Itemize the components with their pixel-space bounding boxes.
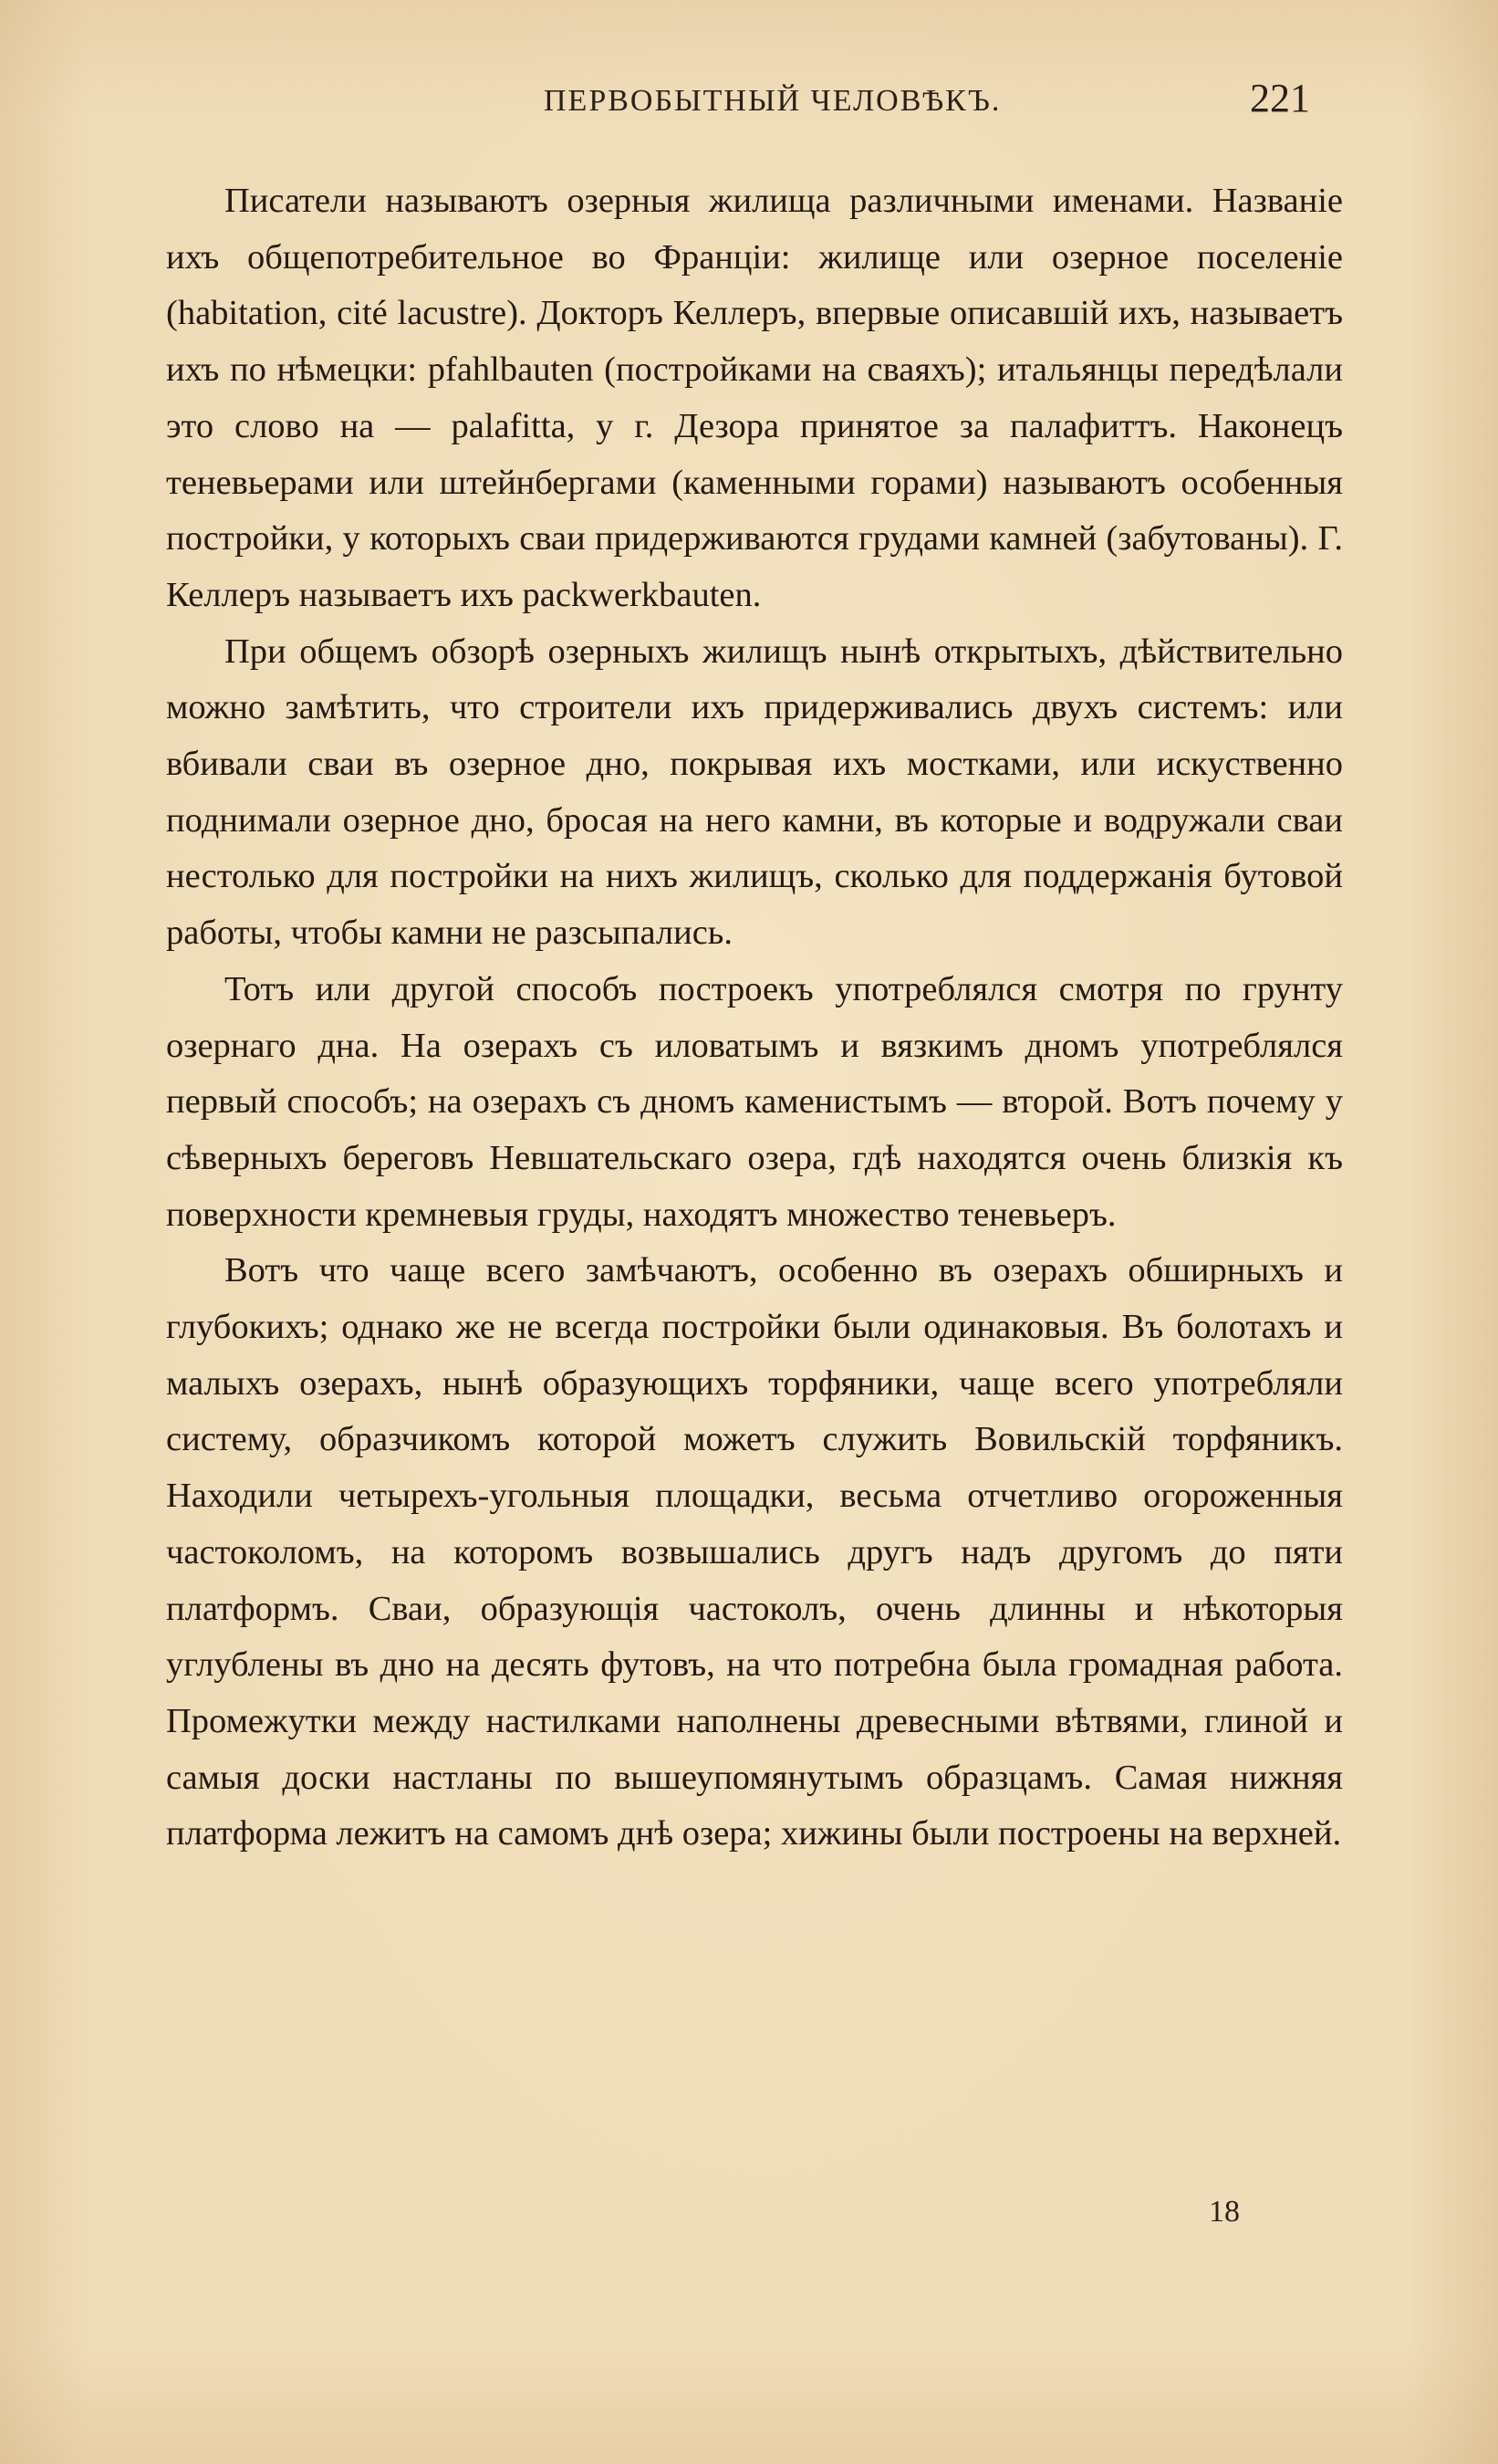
signature-mark: 18 [1209, 2195, 1240, 2229]
running-title: ПЕРВОБЫТНЫЙ ЧЕЛОВѢКЪ. [544, 84, 1002, 118]
paragraph: Вотъ что чаще всего замѣчаютъ, особенно въ озерахъ обширныхъ и глубокихъ; однако же не всегда постройки были одинаковыя. Въ болотахъ и малыхъ озерахъ, нынѣ образующихъ торфяники, чаще всего употребляли систему, образчикомъ которой можетъ служить Вовильскій торфяникъ. Находили четырехъ-угольныя площадки, весьма отчетливо огороженныя частоколомъ, на которомъ возвышались другъ надъ другомъ до пяти платформъ. Сваи, образующія частоколъ, очень длинны и нѣкоторыя углублены въ дно на десять футовъ, на что потребна была громадная работа. Промежутки между настилками наполнены древесными вѣтвями, глиной и самыя доски настланы по вышеупомянутымъ образцамъ. Самая нижняя платформа лежитъ на самомъ днѣ озера; хижины были построены на верхней. [166, 1251, 1343, 1853]
paragraph: Тотъ или другой способъ построекъ употреблялся смотря по грунту озернаго дна. На озерахъ съ иловатымъ и вязкимъ дномъ употреблялся первый способъ; на озерахъ съ дномъ каменистымъ — второй. Вотъ почему у сѣверныхъ береговъ Невшательскаго озера, гдѣ находятся очень близкія къ поверхности кремневыя груды, находятъ множество теневьеръ. [166, 969, 1343, 1234]
page-number: 221 [1250, 76, 1310, 120]
body-text [166, 173, 1343, 1863]
paragraph: При общемъ обзорѣ озерныхъ жилищъ нынѣ открытыхъ, дѣйствительно можно замѣтить, что строители ихъ придерживались двухъ системъ: или вбивали сваи въ озерное дно, покрывая ихъ мостками, или искуственно поднимали озерное дно, бросая на него камни, въ которые и водружали сваи нестолько для постройки на нихъ жилищъ, сколько для поддержанія бутовой работы, чтобы камни не разсыпались. [166, 632, 1343, 953]
paragraph: Писатели называютъ озерныя жилища различными именами. Названіе ихъ общепотребительное во Франціи: жилище или озерное поселеніе (habitation, cité lacustre). Докторъ Келлеръ, впервые описавшій ихъ, называетъ ихъ по нѣмецки: pfahlbauten (постройками на сваяхъ); итальянцы передѣлали это слово на — palafitta, у г. Дезора принятое за палафиттъ. Наконецъ теневьерами или штейнбергами (каменными горами) называютъ особенныя постройки, у которыхъ сваи придерживаются грудами камней (забутованы). Г. Келлеръ называетъ ихъ packwerkbauten. [166, 182, 1343, 614]
